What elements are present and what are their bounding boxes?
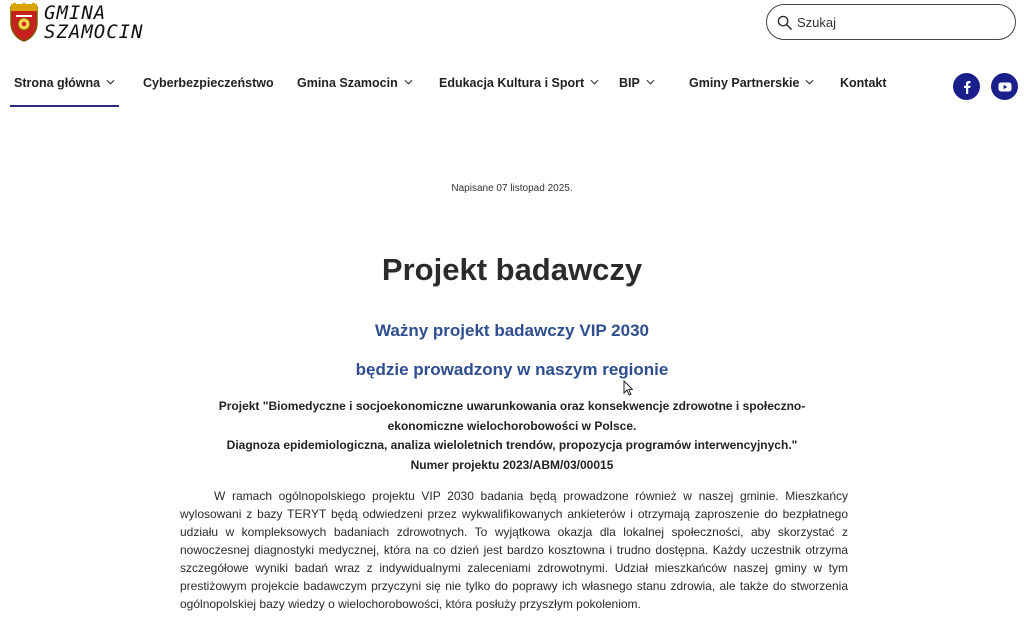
article-subtitle: będzie prowadzony w naszym regionie <box>355 360 669 379</box>
project-line: Numer projektu 2023/ABM/03/00015 <box>410 457 614 472</box>
youtube-icon <box>998 80 1012 94</box>
nav-item-edukacja[interactable] <box>439 76 599 106</box>
nav-label: Edukacja Kultura i Sport <box>439 76 585 90</box>
logo-line1: GMINA <box>44 2 107 24</box>
project-line: ekonomiczne wielochorobowości w Polsce. <box>387 418 637 433</box>
logo-line2: SZAMOCIN <box>44 21 144 43</box>
project-info <box>180 397 844 475</box>
nav-label: Gminy Partnerskie <box>689 76 800 90</box>
youtube-button[interactable] <box>991 73 1018 100</box>
mouse-cursor-icon <box>623 380 633 396</box>
nav-item-gmina-szamocin[interactable] <box>297 76 413 106</box>
article-body: W ramach ogólnopolskiego projektu VIP 2030 badania będą prowadzone również w naszej gminie. Mieszkańcy wylosowani z bazy TERYT będą odwiedzeni przez wykwalifikowanych ankieterów i otrzymają zaproszenie do bezpłatnego udziału w kompleksowych badaniach zdrowotnych. To wyjątkowa okazja dla lokalnej społeczności, aby skorzystać z nowoczesnej diagnostyki medycznej, która na co dzień jest bardzo kosztowna i trudno dostępna. Każdy uczestnik otrzyma szczegółowe wyniki badań wraz z indywidualnymi zaleceniami zdrowotnymi. Udział mieszkańców naszej gminy w tym prestiżowym projekcie badawczym przyczyni się nie tylko do poprawy ich własnego stanu zdrowia, ale także do stworzenia ogólnopolskiej bazy wiedzy o wielochorobowości, która posłuży przyszłym pokoleniom. <box>180 489 848 611</box>
search-input[interactable] <box>795 14 999 31</box>
nav-item-cyberbezpieczenstwo[interactable] <box>143 76 274 106</box>
nav-label: Gmina Szamocin <box>297 76 398 90</box>
header <box>0 0 1024 48</box>
site-logo[interactable] <box>8 3 144 43</box>
logo-text <box>44 4 144 42</box>
chevron-down-icon <box>805 79 814 85</box>
nav-item-bip[interactable] <box>619 76 655 106</box>
facebook-icon <box>960 80 974 94</box>
chevron-down-icon <box>106 79 115 85</box>
nav-label: Strona główna <box>14 76 101 90</box>
chevron-down-icon <box>646 79 655 85</box>
nav-label: Cyberbezpieczeństwo <box>143 76 274 90</box>
article-date: Napisane 07 listopad 2025. <box>451 183 573 194</box>
page-title: Projekt badawczy <box>381 252 643 287</box>
project-line: Diagnoza epidemiologiczna, analiza wieloletnich trendów, propozycja programów interwencyjnych." <box>226 438 798 452</box>
facebook-button[interactable] <box>953 73 980 100</box>
nav-label: BIP <box>619 76 640 90</box>
search-box[interactable] <box>766 4 1016 40</box>
project-line: Projekt "Biomedyczne i socjoekonomiczne uwarunkowania oraz konsekwencje zdrowotne i społeczno- <box>218 399 806 413</box>
article-subtitle: Ważny projekt badawczy VIP 2030 <box>374 321 649 340</box>
chevron-down-icon <box>404 79 413 85</box>
nav-label: Kontakt <box>840 76 887 90</box>
search-icon <box>777 15 792 30</box>
chevron-down-icon <box>590 79 599 85</box>
coat-of-arms-icon <box>8 3 40 43</box>
nav-item-gminy-partnerskie[interactable] <box>689 76 814 106</box>
nav-item-strona-glowna[interactable] <box>14 76 115 106</box>
nav-item-kontakt[interactable] <box>840 76 887 106</box>
main-nav <box>0 70 1024 110</box>
